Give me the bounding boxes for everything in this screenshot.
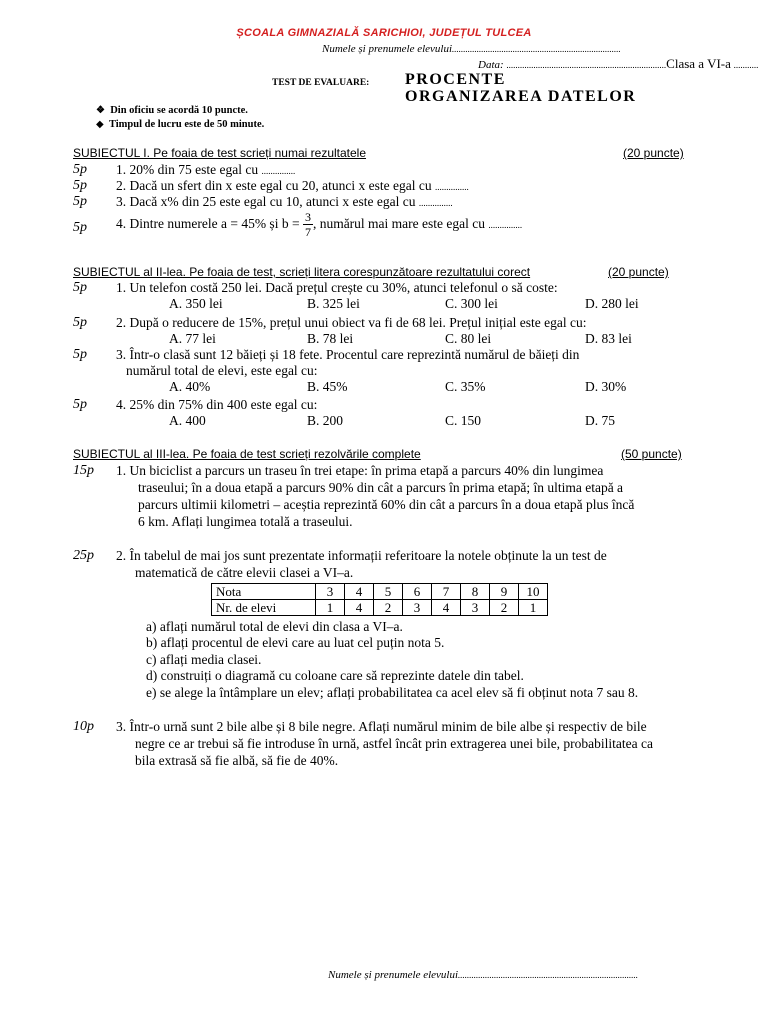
s2-q2 xyxy=(116,315,586,331)
table-cell: 10 xyxy=(519,584,548,600)
title-procente: PROCENTE xyxy=(405,71,506,88)
test-label: TEST DE EVALUARE: xyxy=(272,78,370,88)
s2-q4 xyxy=(116,397,317,413)
table-cell: 2 xyxy=(490,600,519,616)
question-text: . 20% din 75 este egal cu xyxy=(122,162,259,177)
s2-q4-option-b: B. 200 xyxy=(307,413,344,428)
s2-q4-option-d: D. 75 xyxy=(585,413,615,428)
question-text: . Un biciclist a parcurs un traseu în trei etape: în prima etapă a parcurs 40% din lungimea xyxy=(122,463,604,478)
section-1-title: SUBIECTUL I. Pe foaia de test scrieți numai rezultatele xyxy=(73,146,367,160)
s2-q3-option-a: A. 40% xyxy=(169,379,211,394)
question-number: 4 xyxy=(116,397,123,412)
school-name: ȘCOALA GIMNAZIALĂ SARICHIOI, JUDEȚUL TULCEA xyxy=(236,27,532,39)
table-cell: 4 xyxy=(345,584,374,600)
question-number: 1 xyxy=(116,162,123,177)
s2-q2-points: 5p xyxy=(73,315,87,330)
s3-q2-line2: matematică de către elevii clasei a VI–a. xyxy=(135,565,354,580)
question-text: . Dintre numerele a = 45% și b = xyxy=(122,216,300,231)
s2-q2-option-d: D. 83 lei xyxy=(585,331,632,346)
table-cell: 3 xyxy=(403,600,432,616)
s1-q1-points: 5p xyxy=(73,162,87,177)
s3-q3-line1 xyxy=(116,719,647,735)
question-number: 3 xyxy=(116,347,123,362)
section-3-points: (50 puncte) xyxy=(621,447,682,461)
question-number: 2 xyxy=(116,548,123,563)
s2-q2-option-b: B. 78 lei xyxy=(307,331,354,346)
question-text: . Într-o urnă sunt 2 bile albe și 8 bile negre. Aflați numărul minim de bile albe și respectiv de bile xyxy=(122,719,647,734)
section-3-title: SUBIECTUL al III-lea. Pe foaia de test scrieți rezolvările complete xyxy=(73,447,421,461)
bullet-line-2 xyxy=(96,119,264,130)
question-text-end: , numărul mai mare este egal cu xyxy=(312,216,485,231)
s3-q1-line1 xyxy=(116,463,603,479)
diamond-icon: ◆ xyxy=(96,119,104,130)
answer-dots: ............... xyxy=(488,220,523,230)
s3-q1-points: 15p xyxy=(73,463,94,478)
footer-name-dots: ................................................................................ xyxy=(458,970,639,980)
title-organizarea: ORGANIZAREA DATELOR xyxy=(405,88,637,105)
question-number: 1 xyxy=(116,463,123,478)
s2-q3-line2: numărul total de elevi, este egal cu: xyxy=(126,363,318,378)
question-text: . În tabelul de mai jos sunt prezentate informații referitoare la notele obținute la un test de xyxy=(122,548,607,563)
diamond-icon: ❖ xyxy=(96,105,105,116)
question-text: . Dacă un sfert din x este egal cu 20, atunci x este egal cu xyxy=(122,178,432,193)
s2-q3-option-d: D. 30% xyxy=(585,379,627,394)
s2-q3-option-b: B. 45% xyxy=(307,379,348,394)
question-text: . 25% din 75% din 400 este egal cu: xyxy=(122,397,318,412)
answer-dots: ............... xyxy=(418,198,453,208)
table-cell: 8 xyxy=(461,584,490,600)
s2-q1-option-c: C. 300 lei xyxy=(445,296,498,311)
grades-table xyxy=(211,583,548,616)
table-row xyxy=(212,584,548,600)
s2-q3-points: 5p xyxy=(73,347,87,362)
date-class-line xyxy=(478,56,758,72)
s1-q1 xyxy=(116,162,295,178)
bullet-line-1 xyxy=(96,105,248,116)
date-label: Data: xyxy=(478,59,504,71)
s3-q2-line1 xyxy=(116,548,607,564)
bullet-1-text: Din oficiu se acordă 10 puncte. xyxy=(110,105,248,116)
table-cell: 7 xyxy=(432,584,461,600)
class-label: Clasa a VI-a xyxy=(666,56,731,71)
question-number: 3 xyxy=(116,719,123,734)
s2-q1-points: 5p xyxy=(73,280,87,295)
class-dots: ........... xyxy=(733,60,759,70)
table-cell: 3 xyxy=(461,600,490,616)
table-cell: 1 xyxy=(316,600,345,616)
s2-q1-option-d: D. 280 lei xyxy=(585,296,639,311)
fraction-denominator: 7 xyxy=(304,225,311,240)
table-cell: 9 xyxy=(490,584,519,600)
question-text: . Într-o clasă sunt 12 băieți și 18 fete. Procentul care reprezintă numărul de băieți din xyxy=(122,347,580,362)
s2-q4-option-c: C. 150 xyxy=(445,413,482,428)
s3-q2-item-e: e) se alege la întâmplare un elev; aflați probabilitatea ca acel elev să fi obținut nota 7 sau 8. xyxy=(146,685,639,700)
date-dots: ....................................................................... xyxy=(506,60,667,70)
table-row xyxy=(212,600,548,616)
s2-q1-option-a: A. 350 lei xyxy=(169,296,223,311)
fraction-numerator: 3 xyxy=(304,210,311,225)
s2-q3-option-c: C. 35% xyxy=(445,379,486,394)
table-cell: 4 xyxy=(345,600,374,616)
s2-q1-option-b: B. 325 lei xyxy=(307,296,360,311)
s3-q1-line4: 6 km. Aflați lungimea totală a traseului. xyxy=(138,514,353,529)
question-number: 1 xyxy=(116,280,123,295)
table-cell: 3 xyxy=(316,584,345,600)
s3-q2-item-c: c) aflați media clasei. xyxy=(146,652,262,667)
s3-q3-line3: bila extrasă să fie albă, să fie de 40%. xyxy=(135,753,339,768)
s3-q2-item-a: a) aflați numărul total de elevi din clasa a VI–a. xyxy=(146,619,403,634)
s3-q1-line3: parcurs ultimii kilometri – aceștia reprezintă 60% din cât a parcurs în a doua etapă plus încă xyxy=(138,497,635,512)
section-2-title: SUBIECTUL al II-lea. Pe foaia de test, scrieți litera corespunzătoare rezultatului corect xyxy=(73,265,531,279)
question-number: 2 xyxy=(116,315,123,330)
s3-q2-item-b: b) aflați procentul de elevi care au luat cel puțin nota 5. xyxy=(146,635,445,650)
answer-dots: ............... xyxy=(435,182,469,192)
s1-q4 xyxy=(116,210,522,239)
section-2-points: (20 puncte) xyxy=(608,265,669,279)
student-name-label: Numele și prenumele elevului xyxy=(322,43,453,55)
s1-q4-points: 5p xyxy=(73,220,87,235)
fraction xyxy=(303,210,313,239)
s2-q1 xyxy=(116,280,558,296)
s2-q2-option-c: C. 80 lei xyxy=(445,331,492,346)
s3-q3-line2: negre ce ar trebui să fie introduse în urnă, astfel încât prin extragerea unei bile, probabilitatea ca xyxy=(135,736,654,751)
s3-q1-line2: traseului; în a doua etapă a parcurs 90% din cât a parcurs în prima etapă; în ultima etapă a xyxy=(138,480,624,495)
s1-q2-points: 5p xyxy=(73,178,87,193)
question-text: . Un telefon costă 250 lei. Dacă prețul crește cu 30%, atunci telefonul o să coste: xyxy=(122,280,558,295)
s2-q4-points: 5p xyxy=(73,397,87,412)
table-cell: 4 xyxy=(432,600,461,616)
s2-q4-option-a: A. 400 xyxy=(169,413,206,428)
s1-q2 xyxy=(116,178,469,194)
s1-q3 xyxy=(116,194,453,210)
table-row-label: Nota xyxy=(212,584,316,600)
s3-q2-points: 25p xyxy=(73,548,94,563)
s1-q3-points: 5p xyxy=(73,194,87,209)
student-name-dots: ........................................................................... xyxy=(452,44,621,54)
table-cell: 2 xyxy=(374,600,403,616)
table-row-label: Nr. de elevi xyxy=(212,600,316,616)
section-1-points: (20 puncte) xyxy=(623,146,684,160)
question-number: 3 xyxy=(116,194,123,209)
table-cell: 1 xyxy=(519,600,548,616)
bullet-2-text: Timpul de lucru este de 50 minute. xyxy=(108,119,265,130)
question-number: 2 xyxy=(116,178,123,193)
student-name-line xyxy=(322,43,621,55)
footer-name-line xyxy=(328,969,638,981)
table-cell: 6 xyxy=(403,584,432,600)
s3-q3-points: 10p xyxy=(73,719,94,734)
footer-name-label: Numele și prenumele elevului xyxy=(328,969,459,981)
s2-q2-option-a: A. 77 lei xyxy=(169,331,216,346)
question-text: . Dacă x% din 25 este egal cu 10, atunci x este egal cu xyxy=(122,194,416,209)
s3-q2-item-d: d) construiți o diagramă cu coloane care să reprezinte datele din tabel. xyxy=(146,668,524,683)
table-cell: 5 xyxy=(374,584,403,600)
question-text: . După o reducere de 15%, prețul unui obiect va fi de 68 lei. Prețul inițial este egal cu: xyxy=(122,315,587,330)
answer-dots: ............... xyxy=(261,166,296,176)
s2-q3 xyxy=(116,347,579,363)
question-number: 4 xyxy=(116,216,123,231)
